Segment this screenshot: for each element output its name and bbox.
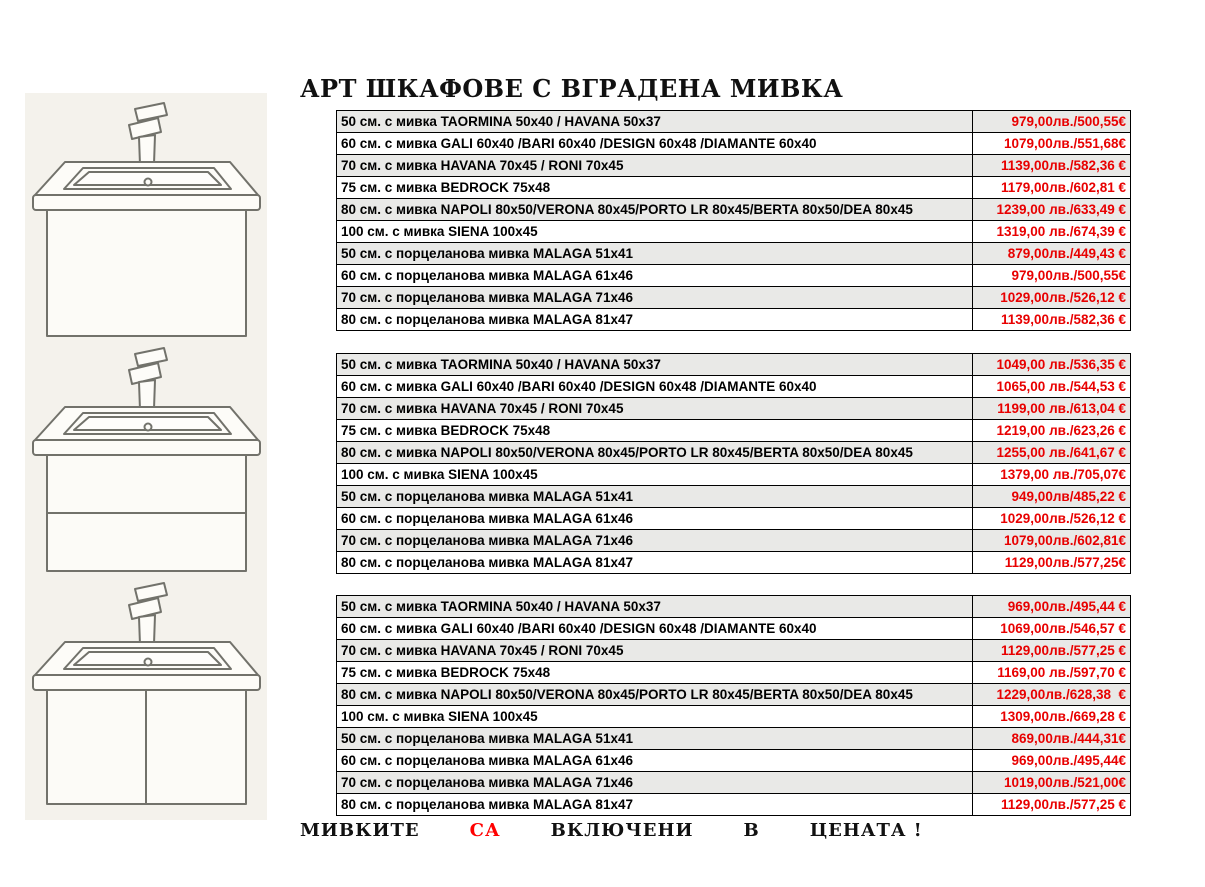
- table-row: [337, 772, 1131, 794]
- table-row: [337, 398, 1131, 420]
- price-table-3: [336, 595, 1131, 816]
- footer-word: ЦЕНАТА !: [809, 820, 923, 841]
- product-price: 1129,00лв./577,25€: [973, 552, 1131, 574]
- table-row: [337, 684, 1131, 706]
- table-row: [337, 464, 1131, 486]
- table-row: [337, 552, 1131, 574]
- table-row: [337, 728, 1131, 750]
- product-description: 70 см. с мивка HAVANA 70x45 / RONI 70x45: [337, 640, 973, 662]
- product-description: 60 см. с порцеланова мивка MALAGA 61x46: [337, 508, 973, 530]
- product-price: 1069,00лв./546,57 €: [973, 618, 1131, 640]
- table-row: [337, 354, 1131, 376]
- product-price: 1309,00лв./669,28 €: [973, 706, 1131, 728]
- product-price: 1139,00лв./582,36 €: [973, 309, 1131, 331]
- product-price: 1229,00лв./628,38 €: [973, 684, 1131, 706]
- product-description: 80 см. с мивка NAPOLI 80x50/VERONA 80x45/PORTO LR 80x45/BERTA 80x50/DEA 80x45: [337, 442, 973, 464]
- footer-word: ВКЛЮЧЕНИ: [550, 820, 694, 841]
- table-row: [337, 177, 1131, 199]
- table-row: [337, 265, 1131, 287]
- table-row: [337, 155, 1131, 177]
- product-price: 979,00лв./500,55€: [973, 111, 1131, 133]
- vanity-sink-illustration-two-doors: [25, 580, 267, 808]
- illustration-strip: [25, 93, 267, 820]
- product-price: 869,00лв./444,31€: [973, 728, 1131, 750]
- table-row: [337, 133, 1131, 155]
- product-price: 1179,00лв./602,81 €: [973, 177, 1131, 199]
- product-description: 75 см. с мивка BEDROCK 75x48: [337, 662, 973, 684]
- product-description: 100 см. с мивка SIENA 100x45: [337, 464, 973, 486]
- table-row: [337, 706, 1131, 728]
- product-description: 70 см. с мивка HAVANA 70x45 / RONI 70x45: [337, 155, 973, 177]
- product-description: 80 см. с мивка NAPOLI 80x50/VERONA 80x45/PORTO LR 80x45/BERTA 80x50/DEA 80x45: [337, 684, 973, 706]
- table-row: [337, 508, 1131, 530]
- table-row: [337, 420, 1131, 442]
- product-price: 1129,00лв./577,25 €: [973, 794, 1131, 816]
- product-description: 60 см. с мивка GALI 60x40 /BARI 60x40 /DESIGN 60x48 /DIAMANTE 60x40: [337, 133, 973, 155]
- product-description: 70 см. с порцеланова мивка MALAGA 71x46: [337, 287, 973, 309]
- product-price: 1079,00лв./602,81€: [973, 530, 1131, 552]
- table-row: [337, 530, 1131, 552]
- product-description: 80 см. с порцеланова мивка MALAGA 81x47: [337, 309, 973, 331]
- vanity-sink-illustration-two-drawers: [25, 345, 267, 575]
- table-row: [337, 221, 1131, 243]
- product-price: 969,00лв./495,44€: [973, 750, 1131, 772]
- table-row: [337, 199, 1131, 221]
- product-price: 1029,00лв./526,12 €: [973, 287, 1131, 309]
- product-price: 1239,00 лв./633,49 €: [973, 199, 1131, 221]
- product-description: 80 см. с мивка NAPOLI 80x50/VERONA 80x45/PORTO LR 80x45/BERTA 80x50/DEA 80x45: [337, 199, 973, 221]
- table-row: [337, 750, 1131, 772]
- table-row: [337, 309, 1131, 331]
- product-description: 75 см. с мивка BEDROCK 75x48: [337, 177, 973, 199]
- product-price: 949,00лв/485,22 €: [973, 486, 1131, 508]
- vanity-sink-illustration-plain-front: [25, 100, 267, 340]
- product-description: 50 см. с порцеланова мивка MALAGA 51x41: [337, 243, 973, 265]
- product-description: 70 см. с порцеланова мивка MALAGA 71x46: [337, 530, 973, 552]
- product-description: 60 см. с мивка GALI 60x40 /BARI 60x40 /DESIGN 60x48 /DIAMANTE 60x40: [337, 376, 973, 398]
- product-description: 80 см. с порцеланова мивка MALAGA 81x47: [337, 552, 973, 574]
- table-row: [337, 662, 1131, 684]
- page-title: АРТ ШКАФОВЕ С ВГРАДЕНА МИВКА: [300, 74, 844, 103]
- product-description: 60 см. с порцеланова мивка MALAGA 61x46: [337, 265, 973, 287]
- table-row: [337, 287, 1131, 309]
- product-price: 1029,00лв./526,12 €: [973, 508, 1131, 530]
- table-row: [337, 111, 1131, 133]
- table-row: [337, 618, 1131, 640]
- table-row: [337, 640, 1131, 662]
- product-description: 60 см. с порцеланова мивка MALAGA 61x46: [337, 750, 973, 772]
- product-description: 70 см. с порцеланова мивка MALAGA 71x46: [337, 772, 973, 794]
- product-description: 50 см. с порцеланова мивка MALAGA 51x41: [337, 728, 973, 750]
- product-description: 100 см. с мивка SIENA 100x45: [337, 706, 973, 728]
- product-price: 969,00лв./495,44 €: [973, 596, 1131, 618]
- product-description: 50 см. с мивка TAORMINA 50x40 / HAVANA 50x37: [337, 111, 973, 133]
- product-description: 50 см. с порцеланова мивка MALAGA 51x41: [337, 486, 973, 508]
- product-description: 100 см. с мивка SIENA 100x45: [337, 221, 973, 243]
- footer-word: В: [743, 820, 760, 841]
- product-price: 879,00лв./449,43 €: [973, 243, 1131, 265]
- price-table-2: [336, 353, 1131, 574]
- product-price: 1319,00 лв./674,39 €: [973, 221, 1131, 243]
- table-row: [337, 376, 1131, 398]
- product-description: 50 см. с мивка TAORMINA 50x40 / HAVANA 50x37: [337, 596, 973, 618]
- footer-note: [300, 820, 923, 841]
- product-description: 60 см. с мивка GALI 60x40 /BARI 60x40 /DESIGN 60x48 /DIAMANTE 60x40: [337, 618, 973, 640]
- price-table-1: [336, 110, 1131, 331]
- product-price: 1139,00лв./582,36 €: [973, 155, 1131, 177]
- table-row: [337, 243, 1131, 265]
- footer-word: МИВКИТЕ: [300, 820, 420, 841]
- product-price: 1219,00 лв./623,26 €: [973, 420, 1131, 442]
- product-price: 1129,00лв./577,25 €: [973, 640, 1131, 662]
- footer-word-highlighted: СА: [469, 820, 501, 841]
- product-price: 1049,00 лв./536,35 €: [973, 354, 1131, 376]
- product-price: 1255,00 лв./641,67 €: [973, 442, 1131, 464]
- product-description: 80 см. с порцеланова мивка MALAGA 81x47: [337, 794, 973, 816]
- product-price: 979,00лв./500,55€: [973, 265, 1131, 287]
- product-price: 1379,00 лв./705,07€: [973, 464, 1131, 486]
- product-description: 75 см. с мивка BEDROCK 75x48: [337, 420, 973, 442]
- table-row: [337, 442, 1131, 464]
- product-price: 1019,00лв./521,00€: [973, 772, 1131, 794]
- table-row: [337, 486, 1131, 508]
- product-price: 1079,00лв./551,68€: [973, 133, 1131, 155]
- table-row: [337, 596, 1131, 618]
- product-description: 70 см. с мивка HAVANA 70x45 / RONI 70x45: [337, 398, 973, 420]
- table-row: [337, 794, 1131, 816]
- product-price: 1169,00 лв./597,70 €: [973, 662, 1131, 684]
- product-price: 1199,00 лв./613,04 €: [973, 398, 1131, 420]
- product-description: 50 см. с мивка TAORMINA 50x40 / HAVANA 50x37: [337, 354, 973, 376]
- product-price: 1065,00 лв./544,53 €: [973, 376, 1131, 398]
